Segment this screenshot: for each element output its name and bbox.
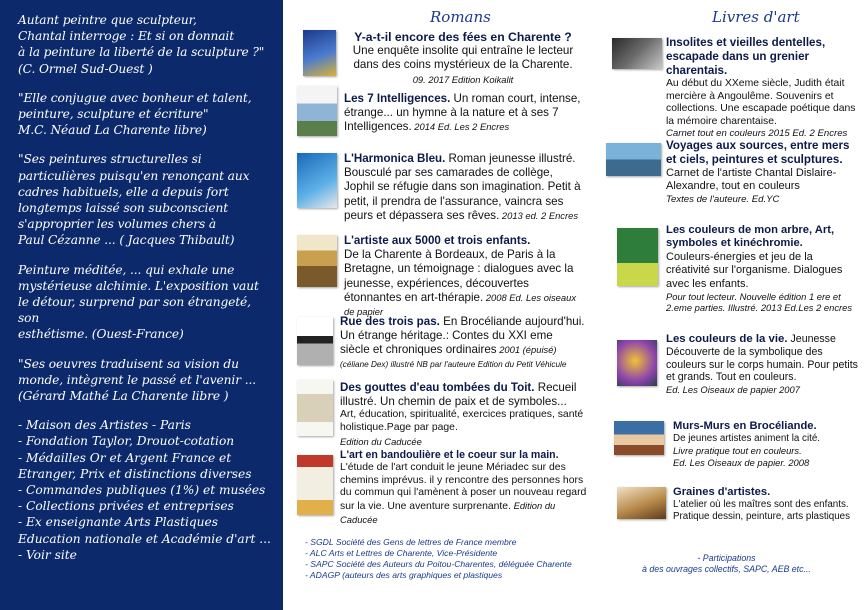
book-entry [340, 315, 585, 372]
award-item: - Maison des Artistes - Paris [18, 418, 191, 433]
art-book-publication: Livre pratique tout en couleurs. Ed. Les Oiseaux de papier. 2008 [673, 445, 810, 469]
book-cover-image [297, 317, 333, 365]
book-publication: 2013 ed. 2 Encres [499, 209, 579, 221]
participations-note: - Participations à des ouvrages collectifs, SAPC, AEB etc... [642, 553, 811, 574]
book-description: En Brocéliande aujourd'hui. Un étrange héritage.: Contes du XXI eme siècle et chroniques ordinaires [340, 315, 585, 357]
book-title: L'art en bandoulière et le coeur sur la main. [340, 449, 559, 461]
art-book-title: Voyages aux sources, entre mers et ciels, peintures et sculptures. [666, 139, 850, 166]
quote: "Ses peintures structurelles si particulières puisqu'en renonçant aux cadres habituels, elle a depuis fort longtemps laissé son subconscient s'approprier les volumes chers à Paul Cézanne ... ( Jacques Thibault) [18, 152, 250, 248]
art-books-heading: Livres d'art [712, 8, 800, 26]
book-cover-image [617, 340, 657, 386]
membership-item: - SGDL Société des Gens de lettres de France membre [305, 537, 517, 547]
art-book-entry [673, 420, 858, 469]
book-entry [344, 152, 584, 223]
art-book-description: Couleurs-énergies et jeu de la créativité sur l'organisme. Dialogues avec les enfants. [666, 250, 843, 290]
art-book-title: Murs-Murs en Brocéliande. [673, 420, 817, 432]
book-description: L'étude de l'art conduit le jeune Mériadec sur des chemins imprévus. il y rencontre des personnes hors du commun qui l'amènent à poser un nouveau regard sur la vie. Une aventure surprenante. [340, 461, 587, 513]
award-item: - Ex enseignante Arts Plastiques Education nationale et Académie d'art ... [18, 515, 271, 546]
book-title: Des gouttes d'eau tombées du Toit. [340, 381, 535, 394]
art-book-description: L'atelier où les maîtres sont des enfants. Pratique dessin, peinture, arts plastiques [673, 499, 850, 523]
book-publisher-note: (céliane Dex) illustré NB par l'auteure Edition du Petit Véhicule [340, 359, 567, 369]
book-publication: Edition du Caducée [340, 500, 556, 525]
book-title: Rue des trois pas. [340, 315, 440, 328]
art-book-publication: Carnet tout en couleurs 2015 Ed. 2 Encres [666, 128, 848, 140]
book-cover-image [297, 86, 337, 136]
book-title: Les 7 Intelligences. [344, 92, 451, 105]
book-entry [340, 381, 585, 449]
book-cover-image [303, 30, 336, 76]
quote: "Elle conjugue avec bonheur et talent, peinture, sculpture et écriture" M.C. Néaud La Charente libre) [18, 90, 252, 138]
book-cover-image [297, 380, 333, 436]
book-entry [344, 92, 584, 135]
book-cover-image [606, 143, 661, 176]
book-description: Recueil illustré. Un chemin de paix et de symboles... [340, 381, 577, 409]
art-book-entry [666, 36, 856, 141]
award-item: - Collections privées et entreprises [18, 499, 234, 514]
book-publication: 2001 (épuisé) [496, 344, 557, 356]
awards-list [18, 417, 275, 563]
art-book-entry [666, 139, 856, 206]
membership-item: - SAPC Société des Auteurs du Poitou-Charentes, déléguée Charente [305, 559, 572, 569]
book-publication: 2014 Ed. Les 2 Encres [411, 121, 510, 133]
art-book-publication: Textes de l'auteure. Ed.YC [666, 193, 780, 205]
book-description: Roman jeunesse illustré. Bousculé par ses camarades de collège, Jophil se réfugie dans son imagination. Petit à petit, il prendra de l'assurance, vaincra ses peurs et dépassera ses rêves. [344, 152, 581, 222]
award-item[interactable]: - Voir site [18, 547, 77, 562]
book-cover-image [612, 38, 662, 69]
quote: "Ses oeuvres traduisent sa vision du monde, intègrent le passé et l'avenir ... (Gérard Mathé La Charente libre ) [18, 356, 257, 404]
book-description: Un roman court, intense, étrange... un hymne à la nature et à ses 7 Intelligences. [344, 92, 581, 134]
art-book-title: Les couleurs de mon arbre, Art, symboles et kinéchromie. [666, 224, 835, 250]
quote: Autant peintre que sculpteur, Chantal interroge : Et si on donnait à la peinture la liberté de la sculpture ?" (C. Ormel Sud-Ouest ) [18, 13, 265, 76]
art-book-publication: Ed. Les Oiseaux de papier 2007 [666, 384, 800, 396]
book-publication: 09. 2017 Edition Koikalit [412, 73, 514, 85]
book-cover-image [297, 235, 337, 287]
quote: Peinture méditée, ... qui exhale une mystérieuse alchimie. L'exposition vaut le détour, surprend par son étrangeté, son esthétisme. (Ouest-France) [18, 262, 259, 342]
art-book-entry [666, 333, 858, 397]
art-book-title: Les couleurs de la vie. [666, 333, 788, 345]
book-description: De la Charente à Bordeaux, de Paris à la Bretagne, un témoignage : dialogues avec la jeunesse, expériences, découvertes étonnantes en art-thérapie. [344, 248, 574, 304]
book-entry [344, 234, 584, 319]
art-book-description: Carnet de l'artiste Chantal Dislaire-Alexandre, tout en couleurs [666, 167, 837, 193]
art-book-entry [673, 486, 861, 523]
art-book-description: Jeunesse Découverte de la symbolique des couleurs sur le corps humain. Pour petits et grands. Tout en couleurs. [666, 333, 858, 384]
left-quotes-panel [0, 0, 283, 610]
book-cover-image [614, 421, 664, 455]
art-book-entry [666, 224, 858, 313]
book-description-extra: Art, éducation, spiritualité, exercices pratiques, santé holistique.Page par page. [340, 409, 584, 433]
art-book-edition: Pour tout lecteur. Nouvelle édition 1 ere et 2.eme parties. Illustré. 2013 Ed.Les 2 encres [666, 291, 853, 314]
book-title: L'artiste aux 5000 et trois enfants. [344, 234, 531, 247]
book-cover-image [617, 228, 658, 286]
book-description: Une enquête insolite qui entraîne le lecteur dans des coins mystérieux de la Charente. [352, 44, 574, 72]
art-book-description: De jeunes artistes animent la cité. [673, 433, 821, 445]
book-publication: 2008 Ed. Les oiseaux de papier [344, 291, 577, 318]
art-book-title: Insolites et vieilles dentelles, escapade dans un grenier charentais. [666, 36, 826, 77]
book-title: Y-a-t-il encore des fées en Charente ? [354, 30, 572, 44]
art-book-description: Au début du XXeme siècle, Judith était mercière à Angoulême. Souvenirs et collections. Une escapade poétique dans la mémoire charentaise. [666, 78, 856, 127]
book-publication: Edition du Caducée [340, 435, 422, 447]
membership-item: - ADAGP (auteurs des arts graphiques et plastiques [305, 570, 503, 580]
award-item: - Fondation Taylor, Drouot-cotation [18, 434, 235, 449]
book-entry [340, 449, 588, 528]
book-cover-image [297, 455, 333, 515]
book-entry [342, 30, 584, 87]
membership-item: - ALC Arts et Lettres de Charente, Vice-Présidente [305, 548, 498, 558]
award-item: - Commandes publiques (1%) et musées [18, 483, 266, 498]
memberships-notes [305, 537, 572, 581]
romans-heading: Romans [430, 8, 491, 26]
art-book-title: Graines d'artistes. [673, 486, 771, 498]
book-title: L'Harmonica Bleu. [344, 152, 446, 165]
book-cover-image [297, 153, 337, 208]
book-cover-image [617, 487, 666, 519]
award-item: - Médailles Or et Argent France et Etranger, Prix et distinctions diverses [18, 450, 252, 481]
